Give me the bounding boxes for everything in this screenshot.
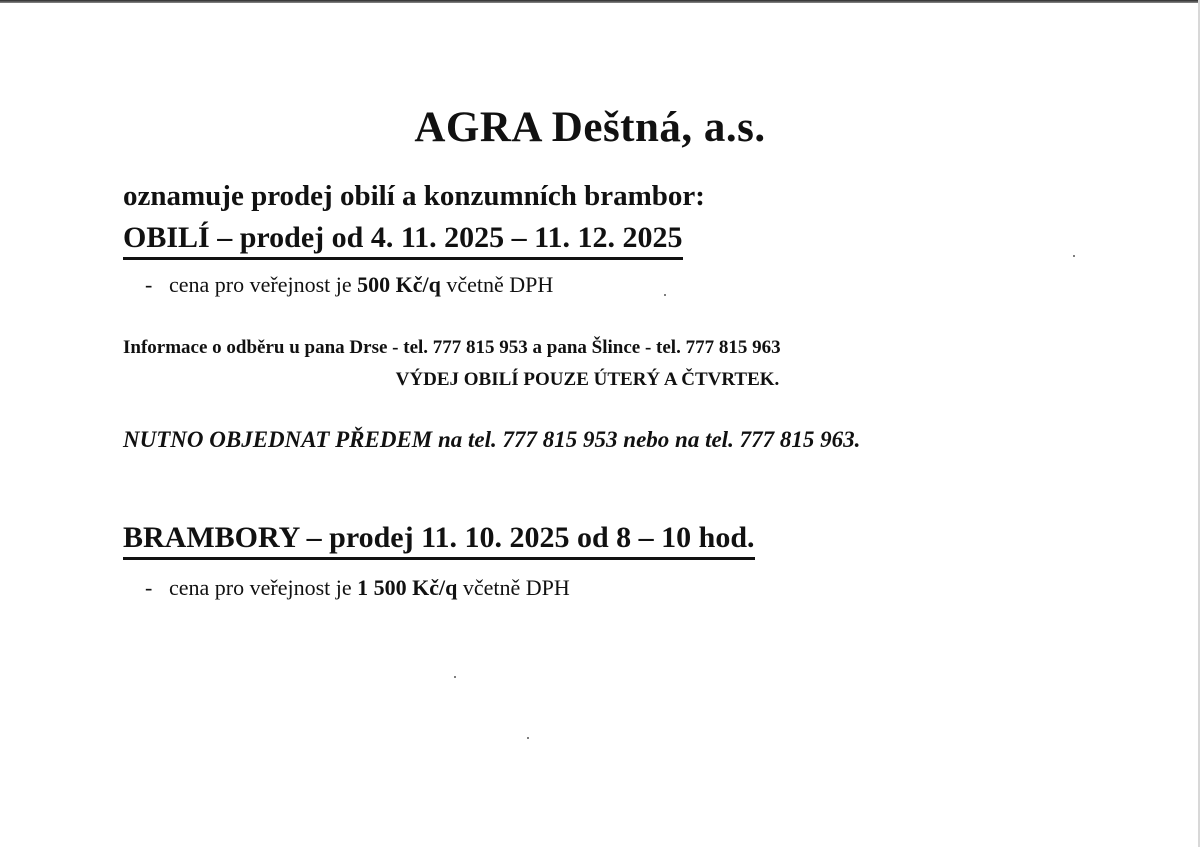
grain-price-line — [145, 272, 553, 298]
scan-top-edge — [0, 0, 1200, 3]
potato-price-suffix: včetně DPH — [457, 575, 570, 600]
list-dash: - — [145, 575, 153, 600]
scan-speck — [527, 737, 529, 739]
grain-sale-heading: OBILÍ – prodej od 4. 11. 2025 – 11. 12. 2025 — [123, 221, 683, 260]
announcement-text: oznamuje prodej obilí a konzumních brambor: — [123, 180, 705, 212]
scan-speck — [454, 676, 456, 678]
grain-price-prefix: cena pro veřejnost je — [169, 272, 358, 297]
potato-price-prefix: cena pro veřejnost je — [169, 575, 358, 600]
order-ahead-note: NUTNO OBJEDNAT PŘEDEM na tel. 777 815 953 nebo na tel. 777 815 963. — [123, 427, 861, 452]
pickup-days-line: VÝDEJ OBILÍ POUZE ÚTERÝ A ČTVRTEK. — [395, 369, 780, 390]
contact-info-line: Informace o odběru u pana Drse - tel. 777 815 953 a pana Šlince - tel. 777 815 963 — [123, 337, 781, 358]
potato-price-value: 1 500 Kč/q — [357, 575, 458, 600]
grain-price-suffix: včetně DPH — [440, 272, 554, 297]
potato-price-line — [145, 575, 570, 601]
grain-price-value: 500 Kč/q — [357, 272, 441, 297]
company-title: AGRA Deštná, a.s. — [414, 104, 766, 151]
scan-speck — [1073, 255, 1075, 257]
scan-speck — [664, 294, 666, 296]
potato-sale-heading: BRAMBORY – prodej 11. 10. 2025 od 8 – 10 hod. — [123, 521, 755, 560]
list-dash: - — [145, 272, 153, 297]
